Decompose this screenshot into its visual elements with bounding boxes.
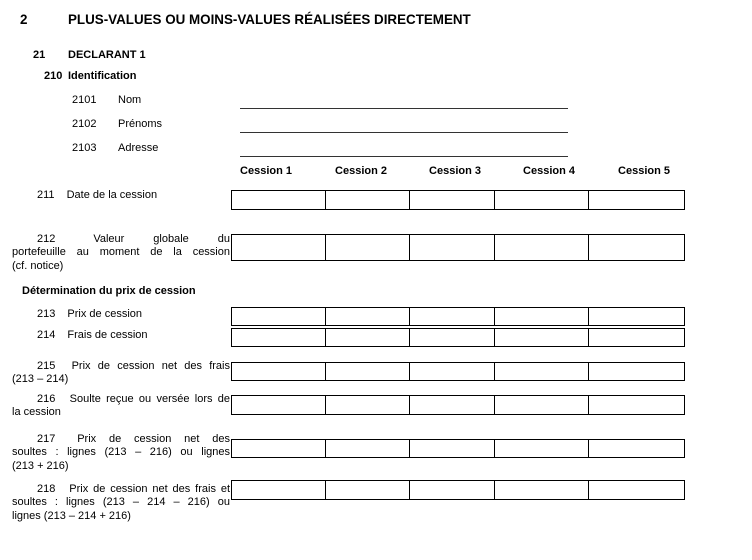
row-text-212: Valeur globale du xyxy=(93,233,230,245)
box-cell[interactable] xyxy=(495,396,590,414)
box-cell[interactable] xyxy=(495,329,590,346)
field-label-prenoms: Prénoms xyxy=(118,118,163,130)
row-number-211: 211 xyxy=(37,189,55,201)
field-label-adresse: Adresse xyxy=(118,142,159,154)
row-text-216-line2: la cession xyxy=(12,406,61,419)
box-row-215 xyxy=(231,362,685,381)
page-title: PLUS-VALUES OU MOINS-VALUES RÉALISÉES DIRECTEMENT xyxy=(68,12,471,27)
box-row-214 xyxy=(231,328,685,347)
row-text-212-line2: portefeuille au moment de la cession xyxy=(12,246,230,259)
row-text-215-line2: (213 – 214) xyxy=(12,373,69,386)
box-row-218 xyxy=(231,480,685,500)
row-label-214 xyxy=(12,329,230,342)
box-cell[interactable] xyxy=(232,308,326,325)
section-number: 2 xyxy=(20,12,28,27)
row-label-218 xyxy=(12,483,230,523)
prenoms-fill-line[interactable] xyxy=(240,121,568,133)
row-number-216: 216 xyxy=(37,393,56,405)
box-cell[interactable] xyxy=(410,329,495,346)
box-cell[interactable] xyxy=(589,308,684,325)
row-number-217: 217 xyxy=(37,433,56,445)
column-header-cession-1: Cession 1 xyxy=(240,165,292,177)
row-label-215 xyxy=(12,360,230,387)
box-cell[interactable] xyxy=(495,308,590,325)
row-label-212 xyxy=(12,233,230,273)
row-text-215: Prix de cession net des frais xyxy=(71,360,230,372)
box-cell[interactable] xyxy=(589,329,684,346)
subheading: Détermination du prix de cession xyxy=(22,285,196,297)
identification-label: Identification xyxy=(68,70,137,82)
row-number-212: 212 xyxy=(37,233,56,245)
row-label-217 xyxy=(12,433,230,473)
box-cell[interactable] xyxy=(232,396,326,414)
row-text-213: Prix de cession xyxy=(67,308,143,320)
field-number-nom: 2101 xyxy=(72,94,97,106)
box-cell[interactable] xyxy=(589,481,684,499)
box-cell[interactable] xyxy=(232,329,326,346)
row-text-217-line2: soultes : lignes (213 – 216) ou lignes xyxy=(12,446,230,459)
row-number-218: 218 xyxy=(37,483,56,495)
row-text-218: Prix de cession net des frais et xyxy=(69,483,230,495)
nom-fill-line[interactable] xyxy=(240,97,568,109)
box-cell[interactable] xyxy=(232,363,326,380)
field-label-nom: Nom xyxy=(118,94,142,106)
column-header-cession-4: Cession 4 xyxy=(523,165,575,177)
box-cell[interactable] xyxy=(326,191,411,209)
row-label-213 xyxy=(12,308,230,321)
column-header-cession-5: Cession 5 xyxy=(618,165,670,177)
row-text-217: Prix de cession net des xyxy=(77,433,230,445)
adresse-fill-line[interactable] xyxy=(240,145,568,157)
box-row-217 xyxy=(231,439,685,458)
row-text-212-line3: (cf. notice) xyxy=(12,259,64,272)
box-cell[interactable] xyxy=(232,191,326,209)
box-cell[interactable] xyxy=(410,396,495,414)
box-cell[interactable] xyxy=(326,440,411,457)
declarant-label: DECLARANT 1 xyxy=(68,49,146,61)
box-cell[interactable] xyxy=(495,363,590,380)
row-text-218-line2: soultes : lignes (213 – 214 – 216) ou xyxy=(12,496,230,509)
box-cell[interactable] xyxy=(232,235,326,260)
box-cell[interactable] xyxy=(326,363,411,380)
box-cell[interactable] xyxy=(589,363,684,380)
box-cell[interactable] xyxy=(410,235,495,260)
box-cell[interactable] xyxy=(589,440,684,457)
box-cell[interactable] xyxy=(589,396,684,414)
box-cell[interactable] xyxy=(495,481,590,499)
box-cell[interactable] xyxy=(410,363,495,380)
box-cell[interactable] xyxy=(410,308,495,325)
column-header-cession-3: Cession 3 xyxy=(429,165,481,177)
box-cell[interactable] xyxy=(589,191,684,209)
box-cell[interactable] xyxy=(326,308,411,325)
declarant-number: 21 xyxy=(33,49,46,61)
box-row-216 xyxy=(231,395,685,415)
box-cell[interactable] xyxy=(326,396,411,414)
row-number-213: 213 xyxy=(37,308,56,320)
row-text-211: Date de la cession xyxy=(66,189,158,201)
field-number-prenoms: 2102 xyxy=(72,118,97,130)
box-cell[interactable] xyxy=(495,191,590,209)
box-cell[interactable] xyxy=(589,235,684,260)
row-number-214: 214 xyxy=(37,329,56,341)
box-cell[interactable] xyxy=(495,235,590,260)
box-cell[interactable] xyxy=(410,440,495,457)
box-cell[interactable] xyxy=(410,481,495,499)
box-cell[interactable] xyxy=(326,235,411,260)
row-label-211 xyxy=(12,189,230,202)
row-text-218-line3: lignes (213 – 214 + 216) xyxy=(12,509,131,522)
row-text-217-line3: (213 + 216) xyxy=(12,459,69,472)
box-cell[interactable] xyxy=(495,440,590,457)
box-cell[interactable] xyxy=(232,440,326,457)
box-cell[interactable] xyxy=(410,191,495,209)
box-cell[interactable] xyxy=(232,481,326,499)
box-cell[interactable] xyxy=(326,481,411,499)
row-text-214: Frais de cession xyxy=(67,329,148,341)
column-header-cession-2: Cession 2 xyxy=(335,165,387,177)
box-row-213 xyxy=(231,307,685,326)
row-label-216 xyxy=(12,393,230,420)
row-number-215: 215 xyxy=(37,360,56,372)
identification-number: 210 xyxy=(44,70,63,82)
box-cell[interactable] xyxy=(326,329,411,346)
field-number-adresse: 2103 xyxy=(72,142,97,154)
box-row-212 xyxy=(231,234,685,261)
box-row-211 xyxy=(231,190,685,210)
row-text-216: Soulte reçue ou versée lors de xyxy=(69,393,231,405)
